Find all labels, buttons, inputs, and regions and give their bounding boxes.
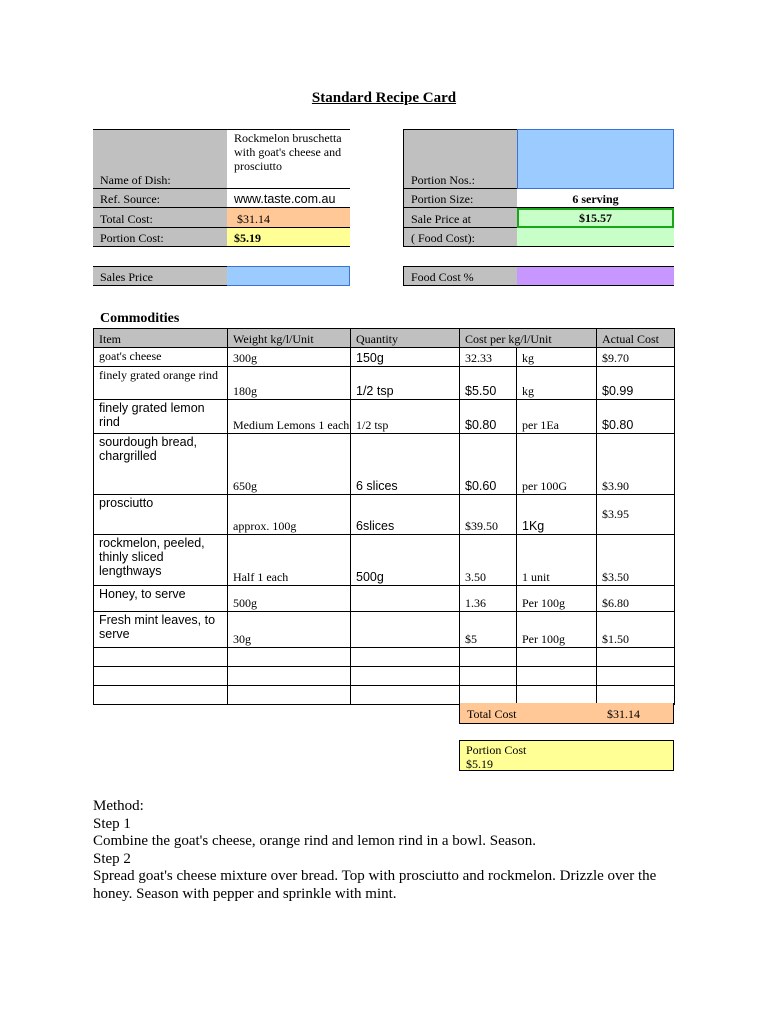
empty-cell[interactable]	[94, 667, 228, 686]
empty-cell[interactable]	[460, 686, 517, 705]
portion-cost-box	[459, 740, 674, 771]
empty-cell[interactable]	[597, 686, 675, 705]
step-2-text: Spread goat's cheese mixture over bread. Top with prosciutto and rockmelon. Drizzle over the honey. Season with pepper and sprinkle with mint.	[93, 868, 657, 902]
header-quantity: Quantity	[351, 329, 460, 348]
cost-cell[interactable]: 1.36	[460, 586, 517, 612]
quantity-cell[interactable]: 500g	[351, 535, 460, 586]
header-weight: Weight kg/l/Unit	[228, 329, 351, 348]
actual-cost-cell[interactable]: $0.99	[597, 367, 675, 400]
actual-cost-cell[interactable]: $3.50	[597, 535, 675, 586]
sales-price-value[interactable]	[227, 266, 350, 286]
header-actual-cost: Actual Cost	[597, 329, 675, 348]
empty-cell[interactable]	[94, 648, 228, 667]
cost-cell[interactable]: $5.50	[460, 367, 517, 400]
table-row	[94, 535, 675, 586]
table-row	[94, 495, 675, 535]
unit-cell[interactable]: Per 100g	[517, 612, 597, 648]
total-cost-row	[459, 703, 674, 724]
item-cell[interactable]: prosciutto	[94, 495, 228, 535]
unit-cell[interactable]: per 100G	[517, 434, 597, 495]
quantity-cell[interactable]: 150g	[351, 348, 460, 367]
table-row	[94, 400, 675, 434]
empty-cell[interactable]	[351, 667, 460, 686]
weight-cell[interactable]: approx. 100g	[228, 495, 351, 535]
actual-cost-cell[interactable]: $1.50	[597, 612, 675, 648]
food-cost-label: ( Food Cost):	[403, 228, 517, 247]
actual-cost-cell[interactable]: $3.95	[597, 495, 675, 535]
table-row	[94, 367, 675, 400]
sale-price-label: Sale Price at	[403, 208, 517, 228]
weight-cell[interactable]: 500g	[228, 586, 351, 612]
ref-source-value[interactable]: www.taste.com.au	[227, 189, 350, 208]
cost-cell[interactable]: $39.50	[460, 495, 517, 535]
total-cost-value[interactable]: $31.14	[227, 208, 350, 228]
empty-cell[interactable]	[517, 648, 597, 667]
total-cost-row-label: Total Cost	[467, 707, 517, 721]
table-header-row	[94, 329, 675, 348]
commodities-table	[93, 328, 675, 705]
empty-cell[interactable]	[94, 686, 228, 705]
quantity-cell[interactable]: 6slices	[351, 495, 460, 535]
item-cell[interactable]: finely grated lemon rind	[94, 400, 228, 434]
item-cell[interactable]: Honey, to serve	[94, 586, 228, 612]
name-of-dish-value[interactable]: Rockmelon bruschetta with goat's cheese and prosciutto	[227, 129, 350, 189]
weight-cell[interactable]: 650g	[228, 434, 351, 495]
sales-price-label: Sales Price	[93, 266, 227, 286]
item-cell[interactable]: finely grated orange rind	[94, 367, 228, 400]
empty-cell[interactable]	[351, 686, 460, 705]
item-cell[interactable]: sourdough bread, chargrilled	[94, 434, 228, 495]
item-cell[interactable]: rockmelon, peeled, thinly sliced lengthways	[94, 535, 228, 586]
empty-cell[interactable]	[517, 667, 597, 686]
empty-row	[94, 686, 675, 705]
method-section	[93, 798, 693, 903]
header-item: Item	[94, 329, 228, 348]
weight-cell[interactable]: 30g	[228, 612, 351, 648]
portion-size-value[interactable]: 6 serving	[517, 189, 674, 208]
portion-nos-value[interactable]	[517, 129, 674, 189]
portion-cost-label: Portion Cost:	[93, 228, 227, 247]
food-cost-pct-label: Food Cost %	[403, 266, 517, 286]
portion-cost-value[interactable]: $5.19	[227, 228, 350, 247]
portion-cost-box-value[interactable]: $5.19	[466, 757, 493, 771]
cost-cell[interactable]: 32.33	[460, 348, 517, 367]
empty-cell[interactable]	[228, 667, 351, 686]
quantity-cell[interactable]	[351, 612, 460, 648]
quantity-cell[interactable]	[351, 586, 460, 612]
step-2-label: Step 2	[93, 850, 131, 867]
unit-cell[interactable]: kg	[517, 367, 597, 400]
empty-row	[94, 667, 675, 686]
empty-cell[interactable]	[597, 667, 675, 686]
commodities-heading: Commodities	[100, 311, 180, 326]
table-row	[94, 348, 675, 367]
step-1-label: Step 1	[93, 815, 131, 832]
quantity-cell[interactable]: 1/2 tsp	[351, 400, 460, 434]
total-cost-row-value[interactable]: $31.14	[607, 707, 640, 721]
unit-cell[interactable]: per 1Ea	[517, 400, 597, 434]
empty-cell[interactable]	[228, 648, 351, 667]
food-cost-pct-value[interactable]	[517, 266, 674, 286]
weight-cell[interactable]: 180g	[228, 367, 351, 400]
unit-cell[interactable]: kg	[517, 348, 597, 367]
table-row	[94, 612, 675, 648]
unit-cell[interactable]: 1 unit	[517, 535, 597, 586]
step-1-text: Combine the goat's cheese, orange rind and lemon rind in a bowl. Season.	[93, 833, 537, 849]
weight-cell[interactable]: Medium Lemons 1 each	[228, 400, 351, 434]
table-row	[94, 434, 675, 495]
total-cost-label: Total Cost:	[93, 208, 227, 228]
portion-size-label: Portion Size:	[403, 189, 517, 208]
weight-cell[interactable]: 300g	[228, 348, 351, 367]
empty-row	[94, 648, 675, 667]
actual-cost-cell[interactable]: $0.80	[597, 400, 675, 434]
quantity-cell[interactable]: 1/2 tsp	[351, 367, 460, 400]
weight-cell[interactable]: Half 1 each	[228, 535, 351, 586]
empty-cell[interactable]	[517, 686, 597, 705]
empty-cell[interactable]	[597, 648, 675, 667]
actual-cost-cell[interactable]: $6.80	[597, 586, 675, 612]
sale-price-value[interactable]: $15.57	[517, 208, 674, 228]
actual-cost-cell[interactable]: $3.90	[597, 434, 675, 495]
food-cost-value[interactable]	[517, 228, 674, 247]
empty-cell[interactable]	[351, 648, 460, 667]
unit-cell[interactable]: 1Kg	[517, 495, 597, 535]
cost-cell[interactable]: 3.50	[460, 535, 517, 586]
actual-cost-cell[interactable]: $9.70	[597, 348, 675, 367]
quantity-cell[interactable]: 6 slices	[351, 434, 460, 495]
portion-cost-box-label: Portion Cost	[466, 743, 527, 757]
item-cell[interactable]: Fresh mint leaves, to serve	[94, 612, 228, 648]
portion-nos-label: Portion Nos.:	[403, 129, 517, 189]
cost-cell[interactable]: $5	[460, 612, 517, 648]
cost-cell[interactable]: $0.80	[460, 400, 517, 434]
name-of-dish-label: Name of Dish:	[93, 129, 227, 189]
empty-cell[interactable]	[460, 667, 517, 686]
cost-cell[interactable]: $0.60	[460, 434, 517, 495]
ref-source-label: Ref. Source:	[93, 189, 227, 208]
unit-cell[interactable]: Per 100g	[517, 586, 597, 612]
item-cell[interactable]: goat's cheese	[94, 348, 228, 367]
page-title: Standard Recipe Card	[311, 90, 457, 106]
empty-cell[interactable]	[460, 648, 517, 667]
table-row	[94, 586, 675, 612]
empty-cell[interactable]	[228, 686, 351, 705]
header-cost-per-unit: Cost per kg/l/Unit	[460, 329, 597, 348]
method-heading: Method:	[93, 798, 144, 814]
